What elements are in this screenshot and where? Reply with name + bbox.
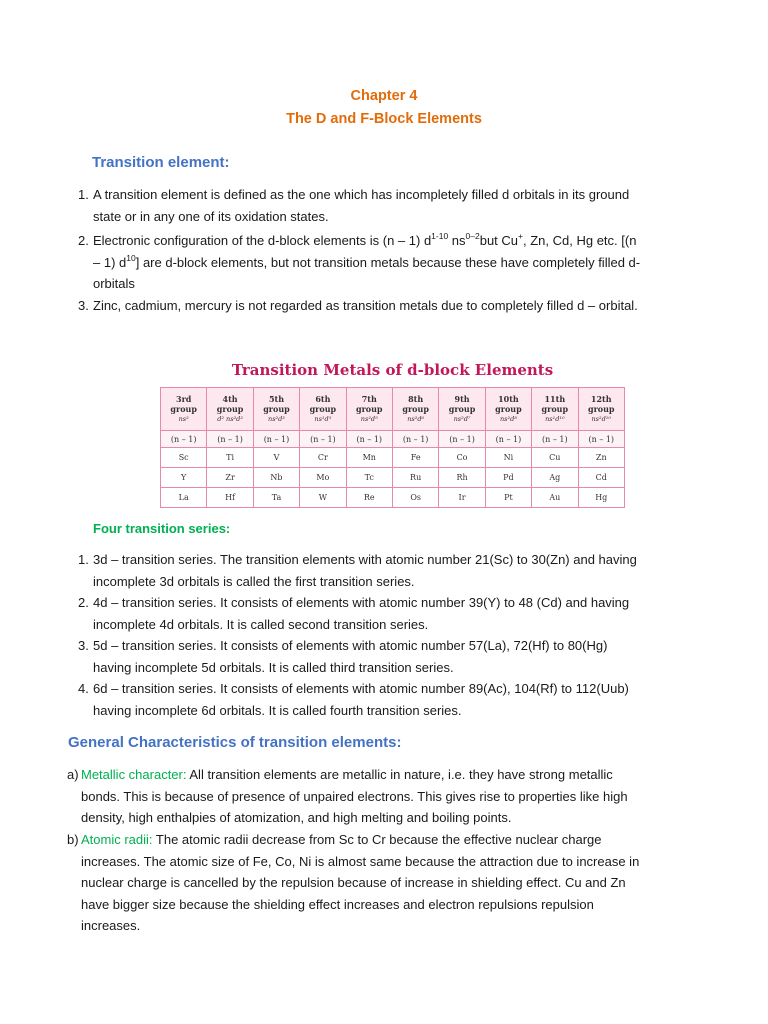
table-cell: Zn <box>578 448 624 468</box>
table-cell: Cu <box>532 448 578 468</box>
list-item <box>93 230 733 295</box>
item-line: incomplete 4d orbitals. It is called second transition series. <box>93 616 429 632</box>
item-line: state or in any one of its oxidation states. <box>93 208 329 224</box>
text-run: The atomic radii decrease from Sc to Cr because the effective nuclear charge <box>152 832 602 847</box>
item-line: 4d – transition series. It consists of elements with atomic number 39(Y) to 48 (Cd) and having <box>93 595 630 610</box>
item-line <box>93 230 733 252</box>
table-cell: Rh <box>439 468 485 488</box>
table-cell: La <box>161 488 207 508</box>
group-header: 7th group ns²d⁵ <box>346 388 392 431</box>
group-header: 12th group ns²d¹⁰ <box>578 388 624 431</box>
table-cell: Ag <box>532 468 578 488</box>
table-cell: (n – 1) <box>439 431 485 448</box>
group-header: 10th group ns²d⁸ <box>485 388 531 431</box>
table-cell: Os <box>392 488 438 508</box>
table-cell: Cr <box>300 448 346 468</box>
table-cell: (n – 1) <box>346 431 392 448</box>
superscript: 0–2 <box>465 231 480 241</box>
table-cell: Re <box>346 488 392 508</box>
list-item <box>93 295 733 317</box>
item-line: having incomplete 5d orbitals. It is called third transition series. <box>93 659 454 675</box>
item-line: A transition element is defined as the one which has incompletely filled d orbitals in its ground <box>93 187 630 202</box>
table-cell: W <box>300 488 346 508</box>
heading-transition-element: Transition element: <box>92 154 230 171</box>
item-line: 5d – transition series. It consists of elements with atomic number 57(La), 72(Hf) to 80(Hg) <box>93 638 608 653</box>
table-cell: Fe <box>392 448 438 468</box>
item-line: 3d – transition series. The transition elements with atomic number 21(Sc) to 30(Zn) and having <box>93 552 637 567</box>
table-cell: (n – 1) <box>392 431 438 448</box>
table-cell: Ti <box>207 448 253 468</box>
list-item <box>93 635 733 678</box>
group-header: 3rd group ns² <box>161 388 207 431</box>
table-cell: (n – 1) <box>207 431 253 448</box>
table-cell: Mn <box>346 448 392 468</box>
text-run: All transition elements are metallic in nature, i.e. they have strong metallic <box>186 767 613 782</box>
item-line: Zinc, cadmium, mercury is not regarded as transition metals due to completely filled d – orbital. <box>93 298 638 313</box>
text-run: ] are d-block elements, but not transition metals because these have completely filled d- <box>135 254 641 270</box>
table-cell: (n – 1) <box>161 431 207 448</box>
item-line: orbitals <box>93 276 135 291</box>
list-item <box>93 549 733 592</box>
table-cell: Tc <box>346 468 392 488</box>
list-number: 3. <box>78 298 89 313</box>
chapter-number: Chapter 4 <box>350 88 418 104</box>
list-number: 3. <box>78 638 89 653</box>
table-cell: Zr <box>207 468 253 488</box>
item-line: have bigger size because the shielding effect increases and electron repulsions repulsion <box>81 896 594 912</box>
list-item <box>93 592 733 635</box>
text-run: – 1) d <box>93 254 127 270</box>
table-cell: Nb <box>253 468 299 488</box>
list-number: 2. <box>78 233 89 248</box>
table-cell: (n – 1) <box>300 431 346 448</box>
item-line <box>81 764 731 786</box>
list-letter: b) <box>67 832 79 847</box>
superscript: 1-10 <box>431 231 449 241</box>
table-row <box>161 448 625 468</box>
list-number: 2. <box>78 595 89 610</box>
chapter-title: The D and F-Block Elements <box>286 111 482 127</box>
item-line: increases. <box>81 918 141 933</box>
table-cell: Mo <box>300 468 346 488</box>
item-line: increases. The atomic size of Fe, Co, Ni is almost same because the attraction due to increase in <box>81 853 640 869</box>
table-cell: Pt <box>485 488 531 508</box>
table-cell: Ta <box>253 488 299 508</box>
group-header: 6th group ns¹d⁵ <box>300 388 346 431</box>
list-letter: a) <box>67 767 79 782</box>
group-header: 9th group ns²d⁷ <box>439 388 485 431</box>
item-line: incomplete 3d orbitals is called the first transition series. <box>93 573 415 589</box>
table-cell: Y <box>161 468 207 488</box>
list-item <box>81 764 731 829</box>
table-cell: (n – 1) <box>485 431 531 448</box>
list-item <box>93 184 733 227</box>
item-line: 6d – transition series. It consists of elements with atomic number 89(Ac), 104(Rf) to 112(Uub) <box>93 681 629 696</box>
table-row <box>161 488 625 508</box>
table-cell: Ru <box>392 468 438 488</box>
heading-general-characteristics: General Characteristics of transition elements: <box>68 734 402 751</box>
table-cell: Ir <box>439 488 485 508</box>
list-number: 1. <box>78 187 89 202</box>
text-run: , Zn, Cd, Hg etc. [(n <box>523 233 637 248</box>
table-cell: Hg <box>578 488 624 508</box>
text-run: ns <box>448 233 466 248</box>
table-cell: Cd <box>578 468 624 488</box>
transition-metals-table <box>160 387 625 508</box>
list-item <box>93 678 733 721</box>
item-line <box>93 252 733 274</box>
superscript: + <box>518 231 523 241</box>
table-config-row <box>161 431 625 448</box>
table-cell: (n – 1) <box>578 431 624 448</box>
table-header-row <box>161 388 625 431</box>
item-line: having incomplete 6d orbitals. It is called fourth transition series. <box>93 702 462 718</box>
figure-title: Transition Metals of d-block Elements <box>231 361 554 379</box>
list-item <box>81 829 731 937</box>
group-header: 8th group ns²d⁶ <box>392 388 438 431</box>
text-run: Electronic configuration of the d-block elements is (n – 1) d <box>93 233 432 248</box>
term-metallic-character: Metallic character: <box>81 767 187 782</box>
table-cell: (n – 1) <box>532 431 578 448</box>
table-cell: V <box>253 448 299 468</box>
table-cell: Sc <box>161 448 207 468</box>
term-atomic-radii: Atomic radii: <box>81 832 153 847</box>
table-cell: Hf <box>207 488 253 508</box>
group-header: 4th group d² ns²d² <box>207 388 253 431</box>
table-cell: Ni <box>485 448 531 468</box>
superscript: 10 <box>126 252 136 263</box>
group-header: 11th group ns¹d¹⁰ <box>532 388 578 431</box>
table-cell: Pd <box>485 468 531 488</box>
item-line: nuclear charge is cancelled by the repulsion because of increase in shielding effect. Cu and Zn <box>81 875 626 890</box>
item-line: density, high enthalpies of atomization, and high melting and boiling points. <box>81 810 512 825</box>
table-row <box>161 468 625 488</box>
heading-four-transition-series: Four transition series: <box>93 521 231 536</box>
list-number: 1. <box>78 552 89 567</box>
item-line <box>81 829 731 851</box>
group-header: 5th group ns²d³ <box>253 388 299 431</box>
list-number: 4. <box>78 681 89 696</box>
item-line: bonds. This is because of presence of unpaired electrons. This gives rise to properties like high <box>81 788 628 804</box>
table-cell: Au <box>532 488 578 508</box>
table-cell: (n – 1) <box>253 431 299 448</box>
table-cell: Co <box>439 448 485 468</box>
text-run: but Cu <box>479 233 519 248</box>
